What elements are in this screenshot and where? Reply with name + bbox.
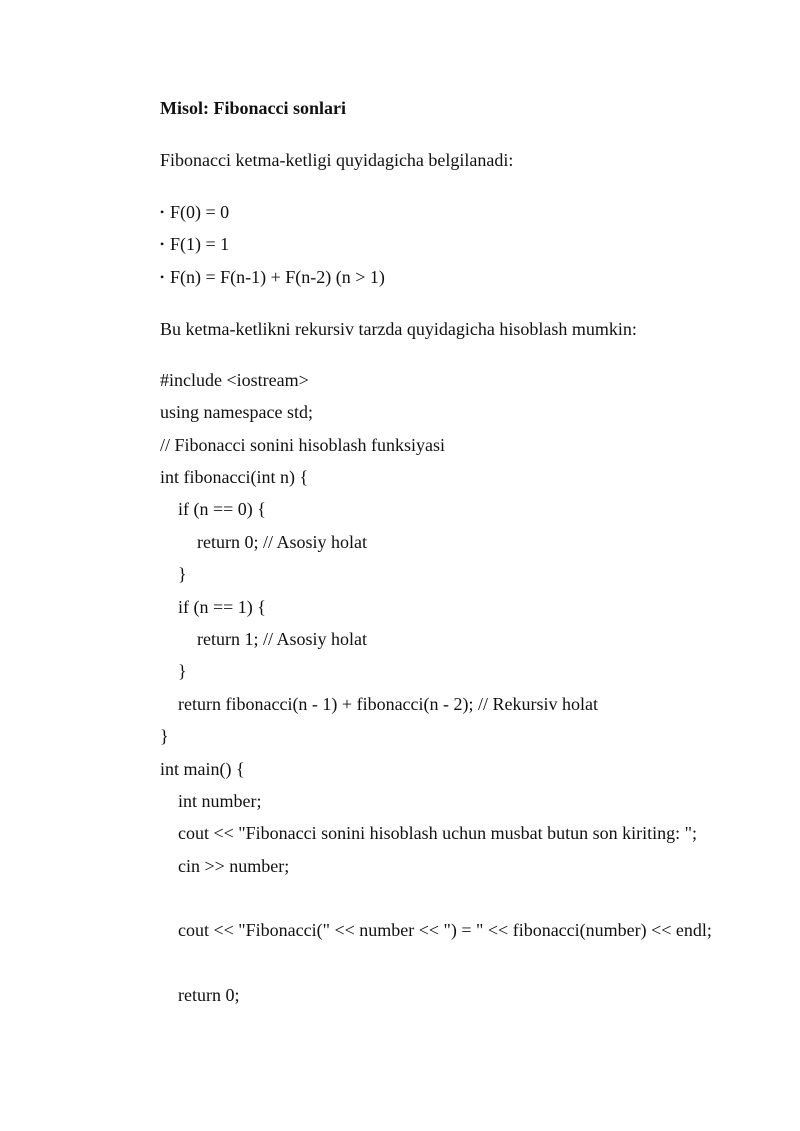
bullet-text: F(0) = 0 — [170, 202, 230, 222]
bullet-icon: • — [160, 205, 165, 219]
code-line: cout << "Fibonacci sonini hisoblash uchun musbat butun son kiriting: "; — [178, 823, 697, 843]
code-line: #include <iostream> — [160, 370, 309, 390]
bullet-text: F(n) = F(n-1) + F(n-2) (n > 1) — [170, 267, 385, 287]
code-line: int main() { — [160, 759, 245, 779]
code-line: using namespace std; — [160, 402, 313, 422]
recursion-paragraph: Bu ketma-ketlikni rekursiv tarzda quyidagicha hisoblash mumkin: — [160, 319, 637, 339]
code-line: } — [160, 726, 169, 746]
code-line: if (n == 1) { — [178, 597, 266, 617]
code-line: } — [178, 661, 187, 681]
bullet-item — [160, 233, 229, 255]
bullet-icon: • — [160, 237, 165, 251]
code-line: return fibonacci(n - 1) + fibonacci(n - 2); // Rekursiv holat — [178, 694, 599, 714]
code-line: return 1; // Asosiy holat — [197, 629, 367, 649]
code-line: cin >> number; — [178, 856, 290, 876]
bullet-item — [160, 266, 385, 288]
intro-paragraph: Fibonacci ketma-ketligi quyidagicha belgilanadi: — [160, 150, 514, 170]
section-heading: Misol: Fibonacci sonlari — [160, 98, 346, 118]
code-line: int number; — [178, 791, 262, 811]
code-line: int fibonacci(int n) { — [160, 467, 309, 487]
bullet-icon: • — [160, 270, 165, 284]
bullet-item — [160, 201, 229, 223]
code-line: return 0; — [178, 985, 240, 1005]
code-line: cout << "Fibonacci(" << number << ") = " << fibonacci(number) << endl; — [178, 920, 712, 940]
code-comment-line: // Fibonacci sonini hisoblash funksiyasi — [160, 435, 445, 455]
code-line: } — [178, 564, 187, 584]
code-line: if (n == 0) { — [178, 499, 266, 519]
bullet-text: F(1) = 1 — [170, 234, 230, 254]
code-line: return 0; // Asosiy holat — [197, 532, 367, 552]
